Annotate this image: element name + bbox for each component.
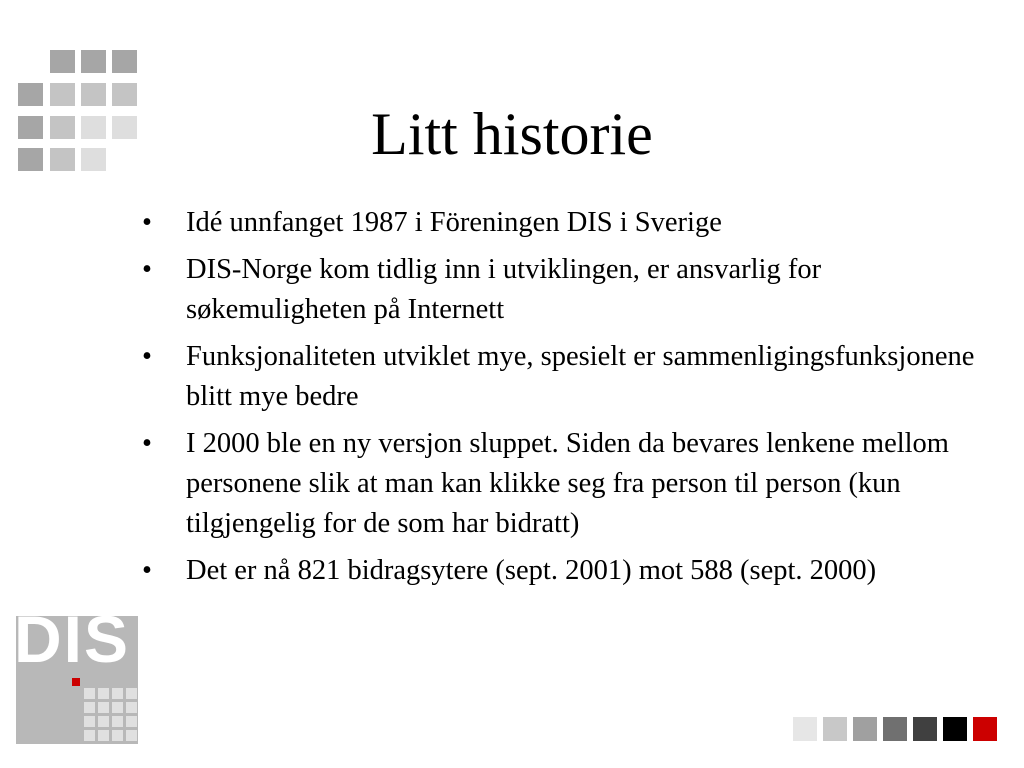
color-strip-square bbox=[823, 717, 847, 741]
bullet-text: I 2000 ble en ny versjon sluppet. Siden da bevares lenkene mellom personene slik at man kan klikke seg fra person til person (kun tilgjengelig for de som har bidratt) bbox=[186, 428, 949, 539]
logo-grid-square bbox=[98, 702, 109, 713]
grid-square bbox=[112, 50, 137, 73]
logo-text: DIS bbox=[14, 602, 131, 676]
bullet-text: DIS-Norge kom tidlig inn i utviklingen, er ansvarlig for søkemuligheten på Internett bbox=[186, 254, 822, 325]
color-strip-square bbox=[943, 717, 967, 741]
grid-square bbox=[50, 50, 75, 73]
logo-grid-square bbox=[126, 716, 137, 727]
logo-grid-square bbox=[112, 716, 123, 727]
logo-grid bbox=[84, 688, 138, 744]
logo-red-square bbox=[72, 678, 80, 686]
logo-grid-square bbox=[98, 716, 109, 727]
logo-grid-square bbox=[84, 730, 95, 741]
color-strip-square bbox=[883, 717, 907, 741]
color-strip-square bbox=[973, 717, 997, 741]
list-item bbox=[138, 250, 1008, 330]
bullet-text: Idé unnfanget 1987 i Föreningen DIS i Sverige bbox=[186, 207, 722, 238]
list-item bbox=[138, 424, 1008, 544]
bullet-icon: • bbox=[142, 428, 152, 459]
logo-grid-square bbox=[112, 730, 123, 741]
list-item bbox=[138, 337, 1008, 417]
logo-grid-square bbox=[126, 702, 137, 713]
color-strip bbox=[793, 717, 1003, 741]
bullet-list bbox=[138, 203, 1008, 598]
logo-grid-square bbox=[126, 730, 137, 741]
logo-grid-square bbox=[126, 688, 137, 699]
bullet-icon: • bbox=[142, 254, 152, 285]
list-item bbox=[138, 551, 1008, 591]
bullet-icon: • bbox=[142, 555, 152, 586]
logo-grid-square bbox=[112, 702, 123, 713]
bullet-text: Det er nå 821 bidragsytere (sept. 2001) mot 588 (sept. 2000) bbox=[186, 555, 877, 586]
bullet-text: Funksjonaliteten utviklet mye, spesielt er sammenligingsfunksjonene blitt mye bedre bbox=[186, 341, 975, 412]
bullet-icon: • bbox=[142, 207, 152, 238]
logo-grid-square bbox=[98, 688, 109, 699]
logo-grid-square bbox=[98, 730, 109, 741]
dis-logo bbox=[0, 602, 140, 744]
color-strip-square bbox=[793, 717, 817, 741]
logo-grid-square bbox=[84, 688, 95, 699]
logo-grid-square bbox=[84, 702, 95, 713]
bullet-icon: • bbox=[142, 341, 152, 372]
color-strip-square bbox=[853, 717, 877, 741]
color-strip-square bbox=[913, 717, 937, 741]
slide-title: Litt historie bbox=[371, 101, 653, 167]
list-item bbox=[138, 203, 1008, 243]
logo-grid-square bbox=[112, 688, 123, 699]
logo-grid-square bbox=[84, 716, 95, 727]
grid-square bbox=[81, 50, 106, 73]
